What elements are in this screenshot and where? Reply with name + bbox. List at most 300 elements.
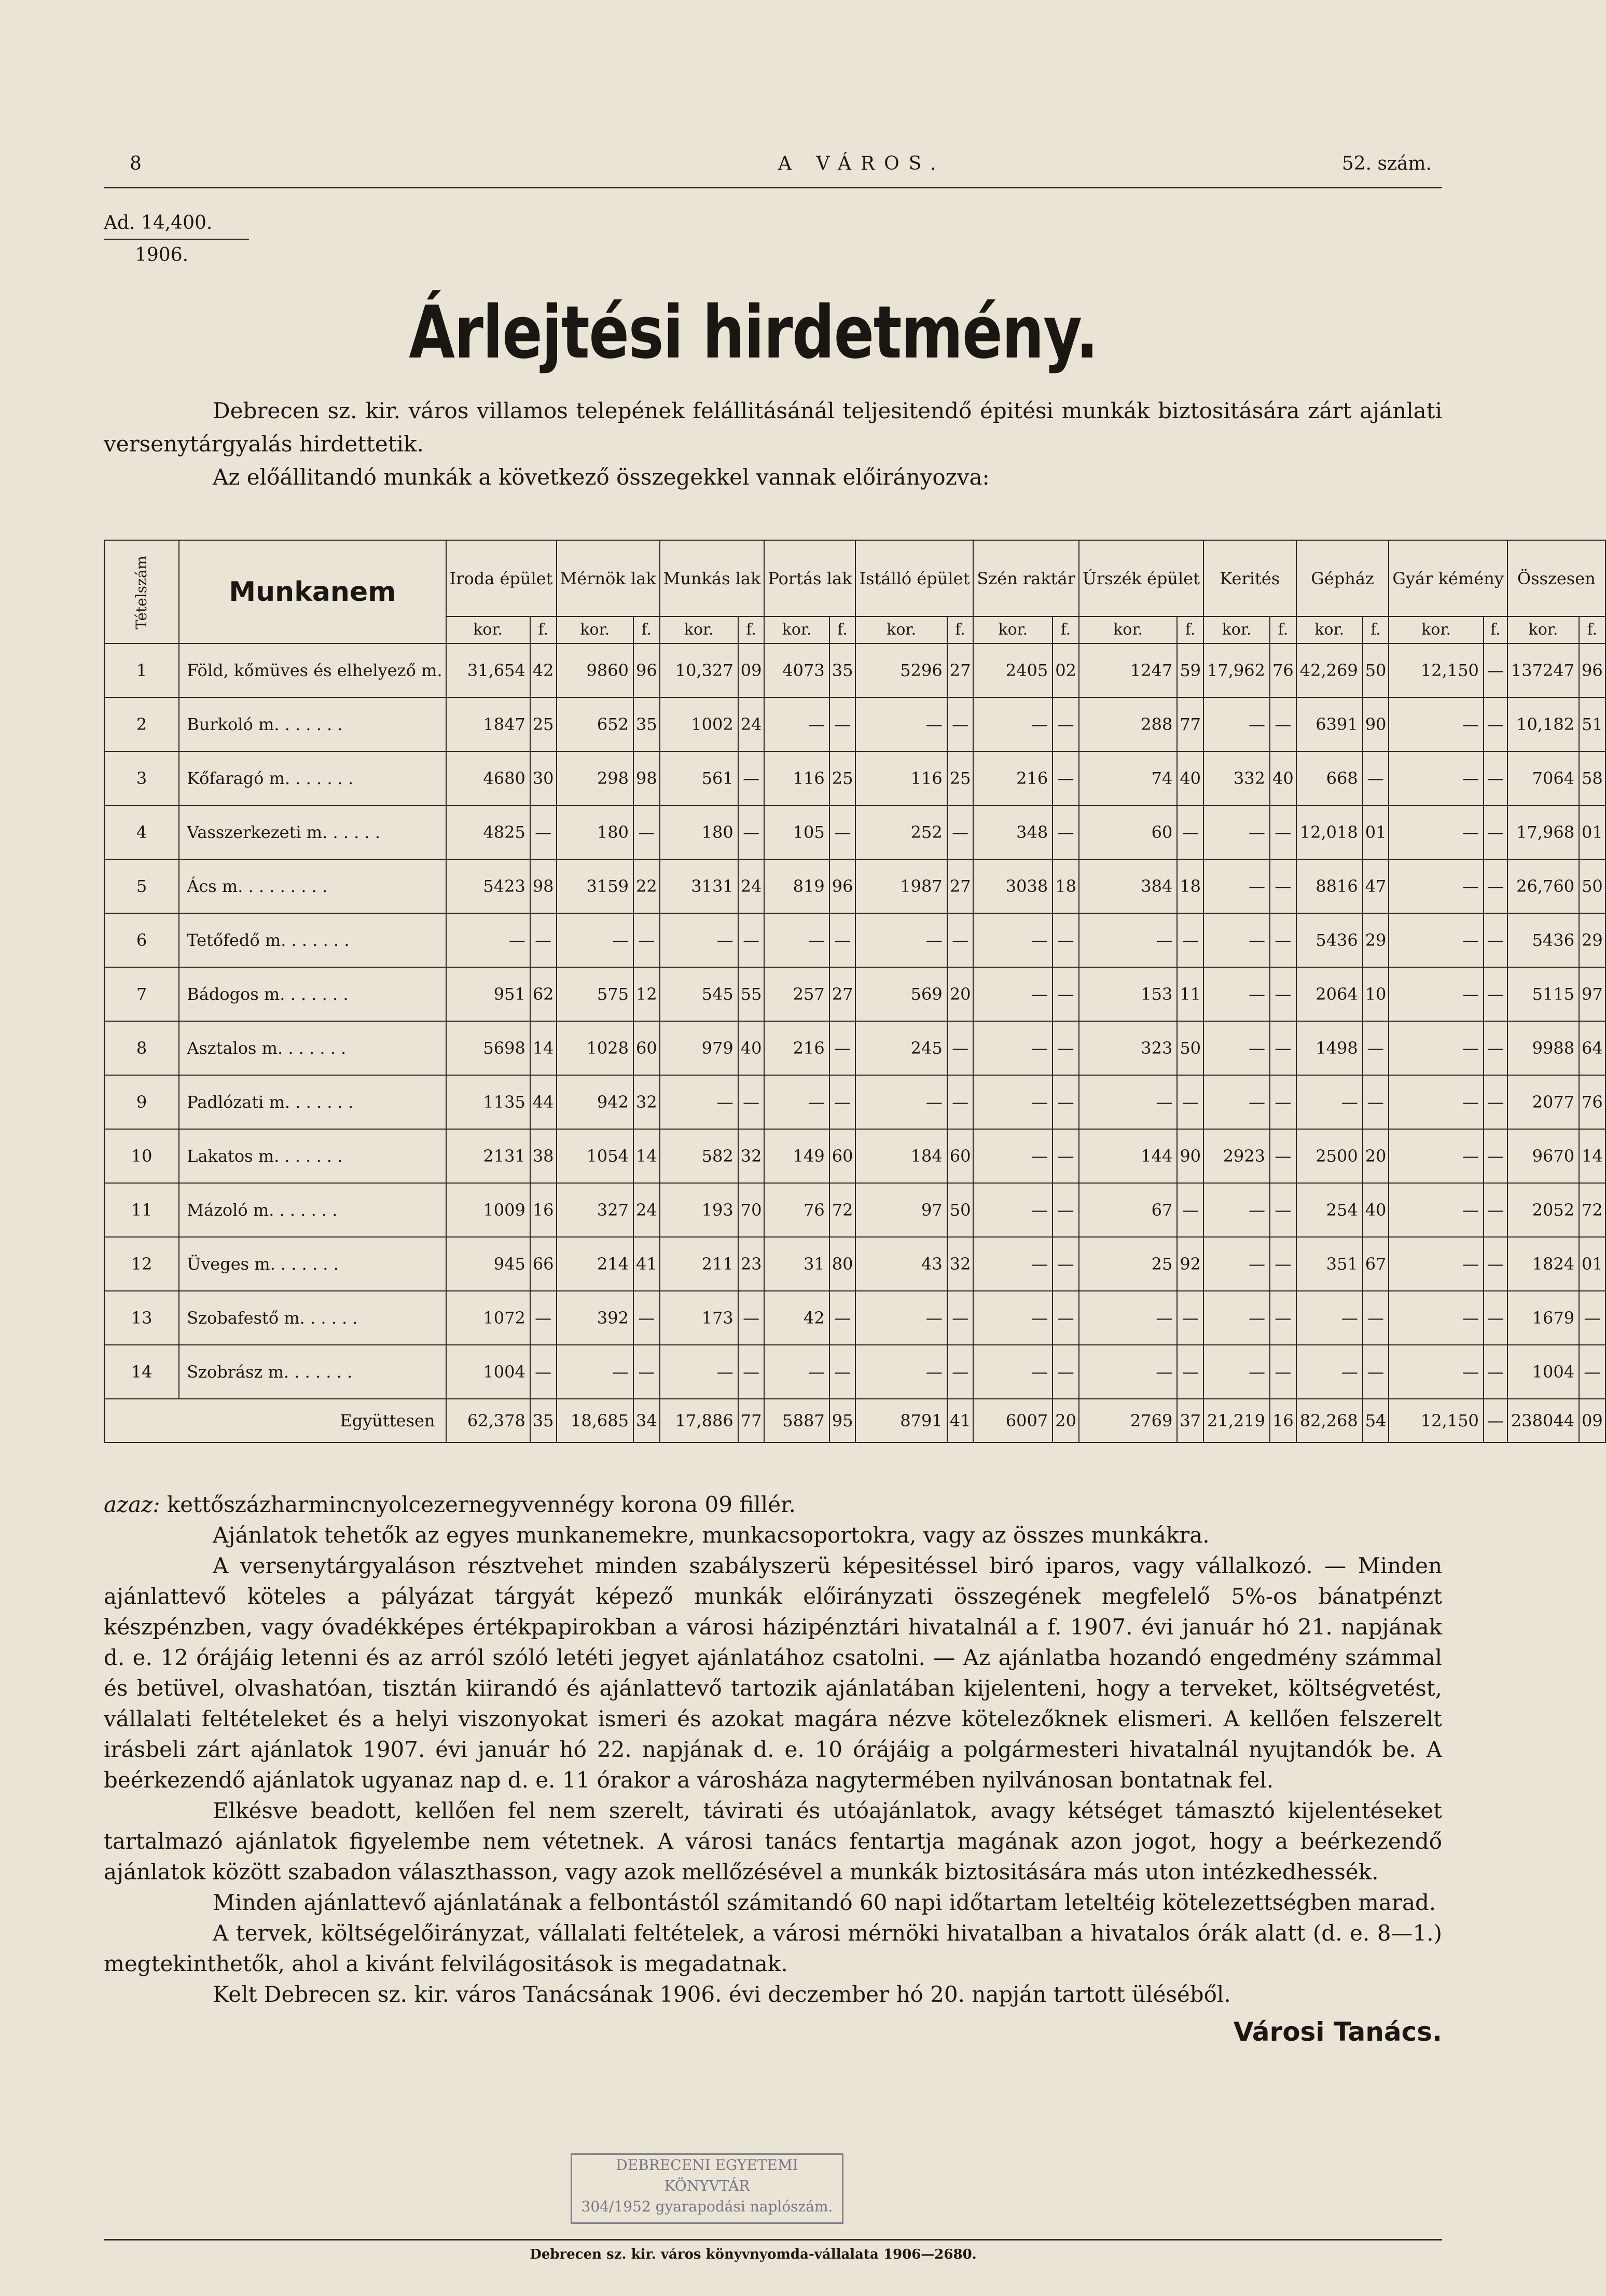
total-filler: 35 [530, 1399, 557, 1442]
signature: Városi Tanács. [1233, 2017, 1442, 2047]
cell-filler: 50 [1177, 1021, 1203, 1075]
cell-korona: — [1296, 1291, 1363, 1345]
reference-year: 1906. [104, 239, 249, 271]
cell-filler: — [947, 1075, 974, 1129]
cell-filler: — [1484, 1291, 1507, 1345]
cell-korona: 8816 [1296, 859, 1363, 913]
cell-korona: 116 [764, 751, 829, 805]
total-filler: 41 [947, 1399, 974, 1442]
unit-kor: kor. [1203, 616, 1270, 643]
cell-filler: 38 [530, 1129, 557, 1183]
library-stamp [571, 2153, 843, 2224]
total-label: Együttesen [104, 1399, 446, 1442]
cell-filler: 42 [530, 643, 557, 697]
page-number: 8 [130, 153, 142, 174]
unit-kor: kor. [855, 616, 947, 643]
cell-filler: 77 [1177, 697, 1203, 751]
cell-filler: — [1363, 1345, 1389, 1399]
unit-f: f. [947, 616, 974, 643]
header-rule [104, 187, 1442, 188]
unit-f: f. [1484, 616, 1507, 643]
work-type: Kőfaragó m. . . . . . . [179, 751, 446, 805]
cell-filler: 27 [947, 859, 974, 913]
cell-filler: 50 [1579, 859, 1605, 913]
cell-filler: — [1177, 913, 1203, 967]
cell-filler: — [1053, 1075, 1079, 1129]
cell-korona: 9860 [557, 643, 633, 697]
cell-filler: 62 [530, 967, 557, 1021]
cell-filler: 24 [633, 1183, 660, 1237]
cell-filler: 25 [530, 697, 557, 751]
cell-filler: — [829, 805, 856, 859]
table-row [104, 643, 1605, 697]
cell-korona: 254 [1296, 1183, 1363, 1237]
cell-korona: — [557, 1345, 633, 1399]
amount-in-words: azaz: kettőszázharmincnyolcezernegyvennégy korona 09 fillér. [104, 1492, 796, 1517]
cell-filler: 18 [1053, 859, 1079, 913]
cell-korona: — [764, 1345, 829, 1399]
cell-korona: 298 [557, 751, 633, 805]
cell-korona: — [1389, 859, 1483, 913]
cell-filler: 01 [1579, 1237, 1605, 1291]
cell-filler: — [1579, 1291, 1605, 1345]
cell-korona: 1009 [446, 1183, 530, 1237]
unit-kor: kor. [973, 616, 1053, 643]
cell-filler: 14 [633, 1129, 660, 1183]
cell-korona: 332 [1203, 751, 1270, 805]
cell-korona: 979 [660, 1021, 738, 1075]
cell-filler: 76 [1270, 643, 1296, 697]
cell-filler: 14 [1579, 1129, 1605, 1183]
cell-korona: — [1389, 1345, 1483, 1399]
cell-korona: 4825 [446, 805, 530, 859]
cell-filler: 70 [738, 1183, 765, 1237]
cell-filler: 50 [1363, 643, 1389, 697]
cell-korona: 9988 [1507, 1021, 1579, 1075]
cell-filler: — [1484, 1021, 1507, 1075]
cell-filler: — [1484, 1129, 1507, 1183]
cell-korona: — [973, 913, 1053, 967]
total-filler: 16 [1270, 1399, 1296, 1442]
unit-f: f. [1177, 616, 1203, 643]
total-filler: 37 [1177, 1399, 1203, 1442]
cell-filler: 23 [738, 1237, 765, 1291]
cell-korona: 149 [764, 1129, 829, 1183]
cell-filler: — [633, 805, 660, 859]
cell-filler: — [530, 913, 557, 967]
cell-korona: 942 [557, 1075, 633, 1129]
cell-filler: 60 [947, 1129, 974, 1183]
cell-korona: 67 [1079, 1183, 1177, 1237]
cell-filler: — [1484, 1075, 1507, 1129]
cell-filler: 60 [829, 1129, 856, 1183]
cell-korona: 1847 [446, 697, 530, 751]
total-filler: 77 [738, 1399, 765, 1442]
cell-filler: — [633, 1345, 660, 1399]
total-korona: 21,219 [1203, 1399, 1270, 1442]
cell-filler: — [1053, 1291, 1079, 1345]
cell-korona: — [764, 1075, 829, 1129]
cell-korona: — [660, 1075, 738, 1129]
table-row [104, 859, 1605, 913]
cell-korona: 1824 [1507, 1237, 1579, 1291]
table-row [104, 1237, 1605, 1291]
total-filler: 09 [1579, 1399, 1605, 1442]
cell-filler: — [1270, 697, 1296, 751]
cell-korona: 257 [764, 967, 829, 1021]
cell-korona: — [557, 913, 633, 967]
cell-filler: — [1177, 1291, 1203, 1345]
cell-korona: — [1203, 1075, 1270, 1129]
cell-korona: 1002 [660, 697, 738, 751]
item-number: 11 [104, 1183, 179, 1237]
cell-korona: 17,962 [1203, 643, 1270, 697]
cell-korona: 5436 [1507, 913, 1579, 967]
cell-korona: — [855, 1075, 947, 1129]
table-row [104, 1021, 1605, 1075]
cell-filler: — [1270, 913, 1296, 967]
cell-korona: 1072 [446, 1291, 530, 1345]
cell-korona: 9670 [1507, 1129, 1579, 1183]
cell-korona: 951 [446, 967, 530, 1021]
cell-korona: — [973, 1183, 1053, 1237]
cell-korona: 569 [855, 967, 947, 1021]
cell-korona: — [1203, 1291, 1270, 1345]
cell-korona: — [1079, 913, 1177, 967]
item-number: 6 [104, 913, 179, 967]
cell-filler: — [829, 913, 856, 967]
item-number: 5 [104, 859, 179, 913]
cell-filler: 40 [1177, 751, 1203, 805]
cell-korona: — [855, 1291, 947, 1345]
table-row [104, 1291, 1605, 1345]
cell-filler: — [1484, 751, 1507, 805]
cell-filler: — [1177, 805, 1203, 859]
cost-table [104, 540, 1603, 1474]
cell-filler: — [1270, 1021, 1296, 1075]
total-korona: 62,378 [446, 1399, 530, 1442]
cell-filler: 90 [1363, 697, 1389, 751]
work-type: Föld, kőmüves és elhelyező m. [179, 643, 446, 697]
cell-korona: 42,269 [1296, 643, 1363, 697]
cell-korona: — [1389, 697, 1483, 751]
cell-korona: — [660, 1345, 738, 1399]
col-header-item-number: Tételszám [104, 540, 179, 643]
table-row [104, 913, 1605, 967]
cell-korona: 10,182 [1507, 697, 1579, 751]
total-korona: 5887 [764, 1399, 829, 1442]
cell-korona: — [1079, 1345, 1177, 1399]
cell-filler: — [1177, 1075, 1203, 1129]
col-header-iroda: Iroda épület [446, 540, 557, 616]
unit-f: f. [1363, 616, 1389, 643]
cell-filler: 55 [738, 967, 765, 1021]
cell-korona: 545 [660, 967, 738, 1021]
cell-korona: 3159 [557, 859, 633, 913]
cell-korona: 173 [660, 1291, 738, 1345]
cell-korona: — [1389, 967, 1483, 1021]
cell-filler: — [1270, 1075, 1296, 1129]
cell-korona: — [1203, 1183, 1270, 1237]
total-row [104, 1399, 1605, 1442]
table-row [104, 1345, 1605, 1399]
cell-filler: — [947, 1291, 974, 1345]
total-filler: 54 [1363, 1399, 1389, 1442]
cell-korona: 25 [1079, 1237, 1177, 1291]
cell-filler: — [738, 751, 765, 805]
cell-filler: — [1053, 913, 1079, 967]
item-number: 8 [104, 1021, 179, 1075]
work-type: Mázoló m. . . . . . . [179, 1183, 446, 1237]
cell-korona: — [973, 1129, 1053, 1183]
cell-korona: 327 [557, 1183, 633, 1237]
item-number: 2 [104, 697, 179, 751]
table-row [104, 697, 1605, 751]
cell-filler: 35 [829, 643, 856, 697]
cell-korona: 144 [1079, 1129, 1177, 1183]
body-paragraph-4: Elkésve beadott, kellően fel nem szerelt, távirati és utóajánlatok, avagy kétséget támasztó kijelentéseket tartalmazó ajánlatok figyelembe nem vétetnek. A városi tanács fentartja magának azon jogot, hogy a beérkezendő ajánlatok között szabadon választhasson, vagy azok mellőzésével a munkák biztositására más uton intézkedhessék. [104, 1798, 1442, 1885]
publication-title: A VÁROS. [778, 153, 946, 174]
cell-filler: — [1484, 913, 1507, 967]
total-korona: 12,150 [1389, 1399, 1483, 1442]
cell-filler: 80 [829, 1237, 856, 1291]
cell-korona: 245 [855, 1021, 947, 1075]
cell-filler: 27 [947, 643, 974, 697]
cell-korona: 1004 [446, 1345, 530, 1399]
cell-korona: 2405 [973, 643, 1053, 697]
cell-filler: — [1270, 1237, 1296, 1291]
cell-korona: 10,327 [660, 643, 738, 697]
cell-filler: — [1053, 805, 1079, 859]
cell-korona: 2131 [446, 1129, 530, 1183]
cell-korona: 116 [855, 751, 947, 805]
work-type: Lakatos m. . . . . . . [179, 1129, 446, 1183]
cell-filler: — [1270, 1291, 1296, 1345]
cell-korona: 76 [764, 1183, 829, 1237]
cell-filler: — [1270, 967, 1296, 1021]
col-header-mernok: Mérnök lak [557, 540, 660, 616]
total-filler: 34 [633, 1399, 660, 1442]
cell-filler: 64 [1579, 1021, 1605, 1075]
table-row [104, 1075, 1605, 1129]
work-type: Szobafestő m. . . . . . [179, 1291, 446, 1345]
cell-korona: 1054 [557, 1129, 633, 1183]
cell-filler: 96 [633, 643, 660, 697]
item-number: 9 [104, 1075, 179, 1129]
cell-korona: — [1203, 913, 1270, 967]
cell-filler: — [1177, 1183, 1203, 1237]
col-header-urszek: Úrszék épület [1079, 540, 1203, 616]
cell-filler: 01 [1579, 805, 1605, 859]
item-number: 14 [104, 1345, 179, 1399]
cell-filler: 51 [1579, 697, 1605, 751]
unit-kor: kor. [1389, 616, 1483, 643]
issue-number: 52. szám. [1341, 153, 1432, 174]
total-korona: 8791 [855, 1399, 947, 1442]
work-type: Burkoló m. . . . . . . [179, 697, 446, 751]
cell-korona: — [1203, 859, 1270, 913]
cell-filler: — [738, 1345, 765, 1399]
cell-korona: 561 [660, 751, 738, 805]
cell-korona: 384 [1079, 859, 1177, 913]
cell-filler: — [1270, 805, 1296, 859]
cell-korona: 582 [660, 1129, 738, 1183]
cell-korona: 42 [764, 1291, 829, 1345]
cell-filler: — [1177, 1345, 1203, 1399]
unit-f: f. [1270, 616, 1296, 643]
cell-filler: — [1484, 967, 1507, 1021]
cell-filler: — [1579, 1345, 1605, 1399]
cell-filler: — [1484, 1183, 1507, 1237]
cell-filler: 58 [1579, 751, 1605, 805]
cell-filler: — [1484, 697, 1507, 751]
cell-korona: 575 [557, 967, 633, 1021]
cell-filler: 59 [1177, 643, 1203, 697]
item-number: 3 [104, 751, 179, 805]
cell-filler: 09 [738, 643, 765, 697]
cell-korona: 392 [557, 1291, 633, 1345]
cell-filler: — [947, 1345, 974, 1399]
item-number: 10 [104, 1129, 179, 1183]
cell-korona: 4073 [764, 643, 829, 697]
cell-filler: 22 [633, 859, 660, 913]
cell-filler: 14 [530, 1021, 557, 1075]
table-row [104, 1129, 1605, 1183]
item-number: 12 [104, 1237, 179, 1291]
cell-filler: 11 [1177, 967, 1203, 1021]
cell-korona: — [1389, 1183, 1483, 1237]
intro-paragraph-1: Debrecen sz. kir. város villamos telepének felállitásánál teljesitendő épitési munkák biztositására zárt ajánlati versenytárgyalás hirdettetik. [104, 398, 1442, 457]
cell-korona: 7064 [1507, 751, 1579, 805]
cell-korona: 5423 [446, 859, 530, 913]
item-number: 13 [104, 1291, 179, 1345]
unit-kor: kor. [1079, 616, 1177, 643]
work-type: Tetőfedő m. . . . . . . [179, 913, 446, 967]
cell-filler: — [1363, 1021, 1389, 1075]
cell-korona: — [973, 697, 1053, 751]
cell-filler: — [1484, 1237, 1507, 1291]
cell-filler: 27 [829, 967, 856, 1021]
cell-korona: 137247 [1507, 643, 1579, 697]
cell-korona: 2923 [1203, 1129, 1270, 1183]
cell-korona: 97 [855, 1183, 947, 1237]
cell-filler: — [1484, 805, 1507, 859]
cell-korona: 5115 [1507, 967, 1579, 1021]
cell-filler: — [530, 1291, 557, 1345]
cell-korona: — [855, 913, 947, 967]
cell-filler: 76 [1579, 1075, 1605, 1129]
cell-filler: 32 [738, 1129, 765, 1183]
cell-korona: 5698 [446, 1021, 530, 1075]
cell-korona: — [973, 1345, 1053, 1399]
total-korona: 2769 [1079, 1399, 1177, 1442]
cell-korona: 74 [1079, 751, 1177, 805]
cell-filler: 72 [829, 1183, 856, 1237]
footer-rule [104, 2239, 1442, 2240]
work-type: Vasszerkezeti m. . . . . . [179, 805, 446, 859]
cell-korona: 668 [1296, 751, 1363, 805]
cell-korona: 652 [557, 697, 633, 751]
total-korona: 18,685 [557, 1399, 633, 1442]
cell-korona: 5436 [1296, 913, 1363, 967]
body-paragraph-2: Ajánlatok tehetők az egyes munkanemekre, munkacsoportokra, vagy az összes munkákra. [213, 1522, 1210, 1548]
col-header-work-type: Munkanem [179, 540, 446, 643]
cell-korona: — [1389, 913, 1483, 967]
cell-filler: 18 [1177, 859, 1203, 913]
cell-filler: — [829, 1291, 856, 1345]
cell-korona: — [973, 1237, 1053, 1291]
cell-filler: 40 [738, 1021, 765, 1075]
unit-f: f. [829, 616, 856, 643]
cell-korona: 1247 [1079, 643, 1177, 697]
cell-filler: — [738, 1075, 765, 1129]
intro [104, 394, 1442, 494]
cell-korona: 31,654 [446, 643, 530, 697]
cell-korona: 12,150 [1389, 643, 1483, 697]
cell-korona: 184 [855, 1129, 947, 1183]
cell-korona: — [855, 1345, 947, 1399]
cell-korona: — [1389, 1021, 1483, 1075]
unit-kor: kor. [764, 616, 829, 643]
cell-korona: — [1389, 1291, 1483, 1345]
cell-filler: 32 [947, 1237, 974, 1291]
stamp-line-1: DEBRECENI EGYETEMI KÖNYVTÁR [616, 2156, 798, 2194]
cell-korona: — [973, 1291, 1053, 1345]
cell-filler: — [633, 913, 660, 967]
cell-korona: — [446, 913, 530, 967]
total-filler: — [1484, 1399, 1507, 1442]
cell-korona: — [973, 967, 1053, 1021]
work-type: Ács m. . . . . . . . . [179, 859, 446, 913]
unit-f: f. [738, 616, 765, 643]
total-korona: 6007 [973, 1399, 1053, 1442]
cell-korona: 180 [660, 805, 738, 859]
cell-filler: — [738, 913, 765, 967]
total-filler: 20 [1053, 1399, 1079, 1442]
cell-filler: — [1270, 859, 1296, 913]
cell-korona: — [660, 913, 738, 967]
page-header [104, 153, 1442, 184]
work-type: Szobrász m. . . . . . . [179, 1345, 446, 1399]
cell-filler: 24 [738, 697, 765, 751]
cell-filler: 66 [530, 1237, 557, 1291]
cell-korona: 31 [764, 1237, 829, 1291]
item-number: 4 [104, 805, 179, 859]
stamp-line-2: 304/1952 gyarapodási naplószám. [581, 2198, 833, 2215]
cell-filler: — [1053, 1183, 1079, 1237]
cell-filler: 25 [829, 751, 856, 805]
cell-korona: 216 [764, 1021, 829, 1075]
body-paragraph-6: A tervek, költségelőirányzat, vállalati feltételek, a városi mérnöki hivatalban a hivatalos órák alatt (d. e. 8—1.) megtekinthetők, ahol a kivánt felvilágositások is megadatnak. [104, 1920, 1442, 1976]
col-header-szen: Szén raktár [973, 540, 1079, 616]
cell-korona: 2064 [1296, 967, 1363, 1021]
cell-filler: — [1270, 1129, 1296, 1183]
cell-filler: 60 [633, 1021, 660, 1075]
cell-filler: — [1484, 1345, 1507, 1399]
item-number: 1 [104, 643, 179, 697]
total-korona: 238044 [1507, 1399, 1579, 1442]
cell-korona: 180 [557, 805, 633, 859]
cell-filler: — [633, 1291, 660, 1345]
cell-filler: 30 [530, 751, 557, 805]
cell-filler: — [1053, 1345, 1079, 1399]
cell-filler: 47 [1363, 859, 1389, 913]
cell-korona: — [1079, 1291, 1177, 1345]
cell-filler: — [1484, 643, 1507, 697]
cell-filler: — [1053, 967, 1079, 1021]
cell-korona: — [764, 913, 829, 967]
cell-korona: 3131 [660, 859, 738, 913]
